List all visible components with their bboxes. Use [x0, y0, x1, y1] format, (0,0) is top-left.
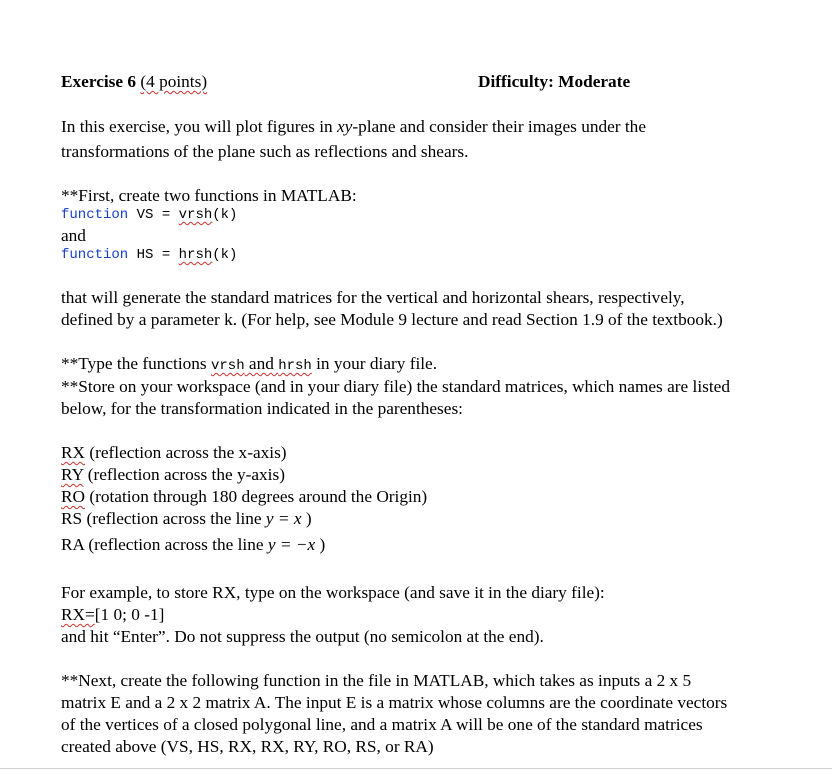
example-line-1: For example, to store RX, type on the workspace (and save it in the diary file):: [61, 583, 605, 602]
and-text: and: [61, 226, 86, 245]
matrix-item-ra: RA (reflection across the line y = −x ): [61, 535, 326, 554]
code-line-vrsh: function VS = vrsh(k): [61, 207, 238, 223]
store-line-1: **Store on your workspace (and in your diary file) the standard matrices, which names are listed: [61, 377, 730, 396]
generate-line-2: defined by a parameter k. (For help, see Module 9 lecture and read Section 1.9 of the textbook.): [61, 310, 723, 329]
exercise-points: (4 points): [140, 72, 208, 91]
intro-line-2: transformations of the plane such as reflections and shears.: [61, 142, 469, 161]
next-line-4: created above (VS, HS, RX, RX, RY, RO, RS, or RA): [61, 737, 434, 756]
difficulty-label: Difficulty: Moderate: [478, 72, 631, 91]
next-line-2: matrix E and a 2 x 2 matrix A. The input E is a matrix whose columns are the coordinate vectors: [61, 693, 728, 712]
next-line-3: of the vertices of a closed polygonal line, and a matrix A will be one of the standard matrices: [61, 715, 703, 734]
exercise-number: Exercise 6: [61, 72, 137, 91]
page-bottom-divider: [0, 768, 832, 769]
store-line-2: below, for the transformation indicated in the parentheses:: [61, 399, 463, 418]
matrix-item-ro: RO (rotation through 180 degrees around the Origin): [61, 487, 428, 506]
example-line-3: and hit “Enter”. Do not suppress the output (no semicolon at the end).: [61, 627, 544, 646]
generate-line-1: that will generate the standard matrices for the vertical and horizontal shears, respectively,: [61, 288, 685, 307]
code-line-hrsh: function HS = hrsh(k): [61, 247, 238, 263]
type-instruction: **Type the functions vrsh and hrsh in your diary file.: [61, 354, 438, 374]
first-heading: **First, create two functions in MATLAB:: [61, 186, 357, 205]
example-code: RX=[1 0; 0 -1]: [61, 605, 165, 624]
intro-line-1: In this exercise, you will plot figures in xy-plane and consider their images under the: [61, 117, 646, 136]
xy-math: xy: [336, 117, 353, 136]
next-line-1: **Next, create the following function in the file in MATLAB, which takes as inputs a 2 x 5: [61, 671, 692, 690]
matrix-item-ry: RY (reflection across the y-axis): [61, 465, 285, 484]
matrix-item-rx: RX (reflection across the x-axis): [61, 443, 287, 462]
matrix-item-rs: RS (reflection across the line y = x ): [61, 509, 312, 528]
exercise-title: [61, 71, 207, 93]
